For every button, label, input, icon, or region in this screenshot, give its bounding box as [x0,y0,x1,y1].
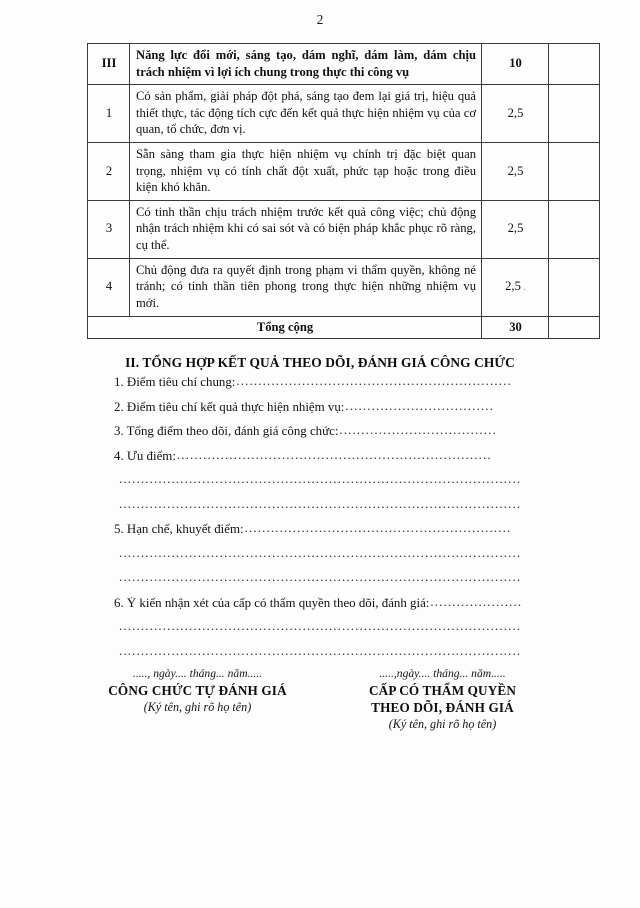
signature-title: CÔNG CHỨC TỰ ĐÁNH GIÁ [108,682,287,698]
table-row [88,143,600,201]
field-label: 2. Điểm tiêu chí kết quả thực hiện nhiệm vụ: [114,400,345,414]
row-score-value: 2,5 [505,279,521,294]
signature-title-line2: THEO DÕI, ĐÁNH GIÁ [371,699,514,715]
form-field-row [114,425,550,450]
total-note [549,316,600,339]
row-index: 3 [88,200,130,258]
table-row [88,258,600,316]
evaluation-criteria-table [87,43,600,339]
field-blank-line[interactable]: ..................... [430,596,523,609]
form-field-row [114,401,550,426]
signature-date-line: .....,ngày.... tháng... năm..... [379,667,506,680]
field-blank-line[interactable]: ............................................................................................ [119,621,522,633]
field-label: 1. Điểm tiêu chí chung: [114,376,236,389]
field-label: 3. Tổng điểm theo dõi, đánh giá công chức: [114,425,339,438]
row-index: III [88,44,130,85]
field-label: 4. Ưu điểm: [114,449,176,463]
field-blank-line[interactable]: ............................................................................................ [119,547,522,560]
form-field-row [114,597,550,622]
row-note [549,200,600,258]
row-score: 10 [482,44,549,85]
form-field-continuation [114,548,550,573]
row-description: Sẵn sàng tham gia thực hiện nhiệm vụ chính trị đặc biệt quan trọng, nhiệm vụ có tính chất đột xuất, phức tạp hoặc trong điều kiện khó khăn. [130,143,482,201]
row-description: Có sản phẩm, giải pháp đột phá, sáng tạo đem lại giá trị, hiệu quả thiết thực, tác động tích cực đến kết quả thực hiện nhiệm vụ của cơ quan, tổ chức, đơn vị. [130,85,482,143]
table-row [88,200,600,258]
row-index: 2 [88,143,130,201]
signature-note: (Ký tên, ghi rõ họ tên) [143,699,252,714]
form-field-row [114,376,550,401]
scan-artifact-dot: . [520,282,526,294]
row-score [482,258,549,316]
field-label: 5. Hạn chế, khuyết điểm: [114,523,244,536]
signature-block-self-evaluation [87,666,322,733]
field-blank-line[interactable]: ............................................................... [236,376,512,388]
table-row [88,44,600,85]
field-label: 6. Ý kiến nhận xét của cấp có thẩm quyền theo dõi, đánh giá: [114,596,430,610]
form-field-row [114,450,550,475]
form-field-continuation [114,621,550,646]
row-description: Chủ động đưa ra quyết định trong phạm vi thẩm quyền, không né tránh; có tinh thần tiên phong trong thực hiện những nhiệm vụ mới. [130,258,482,316]
field-blank-line[interactable]: ............................................................................................ [119,645,522,658]
section-heading: II. TỔNG HỢP KẾT QUẢ THEO DÕI, ĐÁNH GIÁ CÔNG CHỨC [125,355,515,370]
summary-form-fields [114,376,550,670]
form-field-continuation [114,572,550,597]
signature-note: (Ký tên, ghi rõ họ tên) [388,716,497,731]
row-index: 4 [88,258,130,316]
row-description: Có tinh thần chịu trách nhiệm trước kết quả công việc; chủ động nhận trách nhiệm khi có sai sót và có biện pháp khắc phục rõ ràng, cụ thể. [130,200,482,258]
form-field-continuation [114,474,550,499]
field-blank-line[interactable]: ............................................................. [244,523,512,535]
form-field-row [114,523,550,548]
signature-date-line: ....., ngày.... tháng... năm..... [132,667,263,680]
table-total-row [88,316,600,339]
row-score: 2,5 [482,85,549,143]
row-index: 1 [88,85,130,143]
row-note [549,85,600,143]
form-field-continuation [114,499,550,524]
field-blank-line[interactable]: ............................................................................................ [119,474,522,486]
field-blank-line[interactable]: ............................................................................................ [119,572,522,584]
row-note [549,44,600,85]
row-description: Năng lực đổi mới, sáng tạo, dám nghĩ, dám làm, dám chịu trách nhiệm vì lợi ích chung trong thực thi công vụ [130,44,482,85]
field-blank-line[interactable]: .................................. [345,400,495,413]
row-score: 2,5 [482,143,549,201]
row-note [549,258,600,316]
signature-title-line1: CẤP CÓ THẨM QUYỀN [368,682,516,698]
total-score: 30 [482,316,549,339]
field-blank-line[interactable]: ............................................................................................ [119,498,522,511]
signature-block-authority [322,666,553,733]
table-row [88,85,600,143]
row-note [549,143,600,201]
page-number: 2 [316,12,324,27]
row-score: 2,5 [482,200,549,258]
signature-section [87,666,553,733]
total-label: Tổng cộng [88,316,482,339]
field-blank-line[interactable]: ........................................................................ [176,449,492,462]
field-blank-line[interactable]: .................................... [339,425,497,437]
